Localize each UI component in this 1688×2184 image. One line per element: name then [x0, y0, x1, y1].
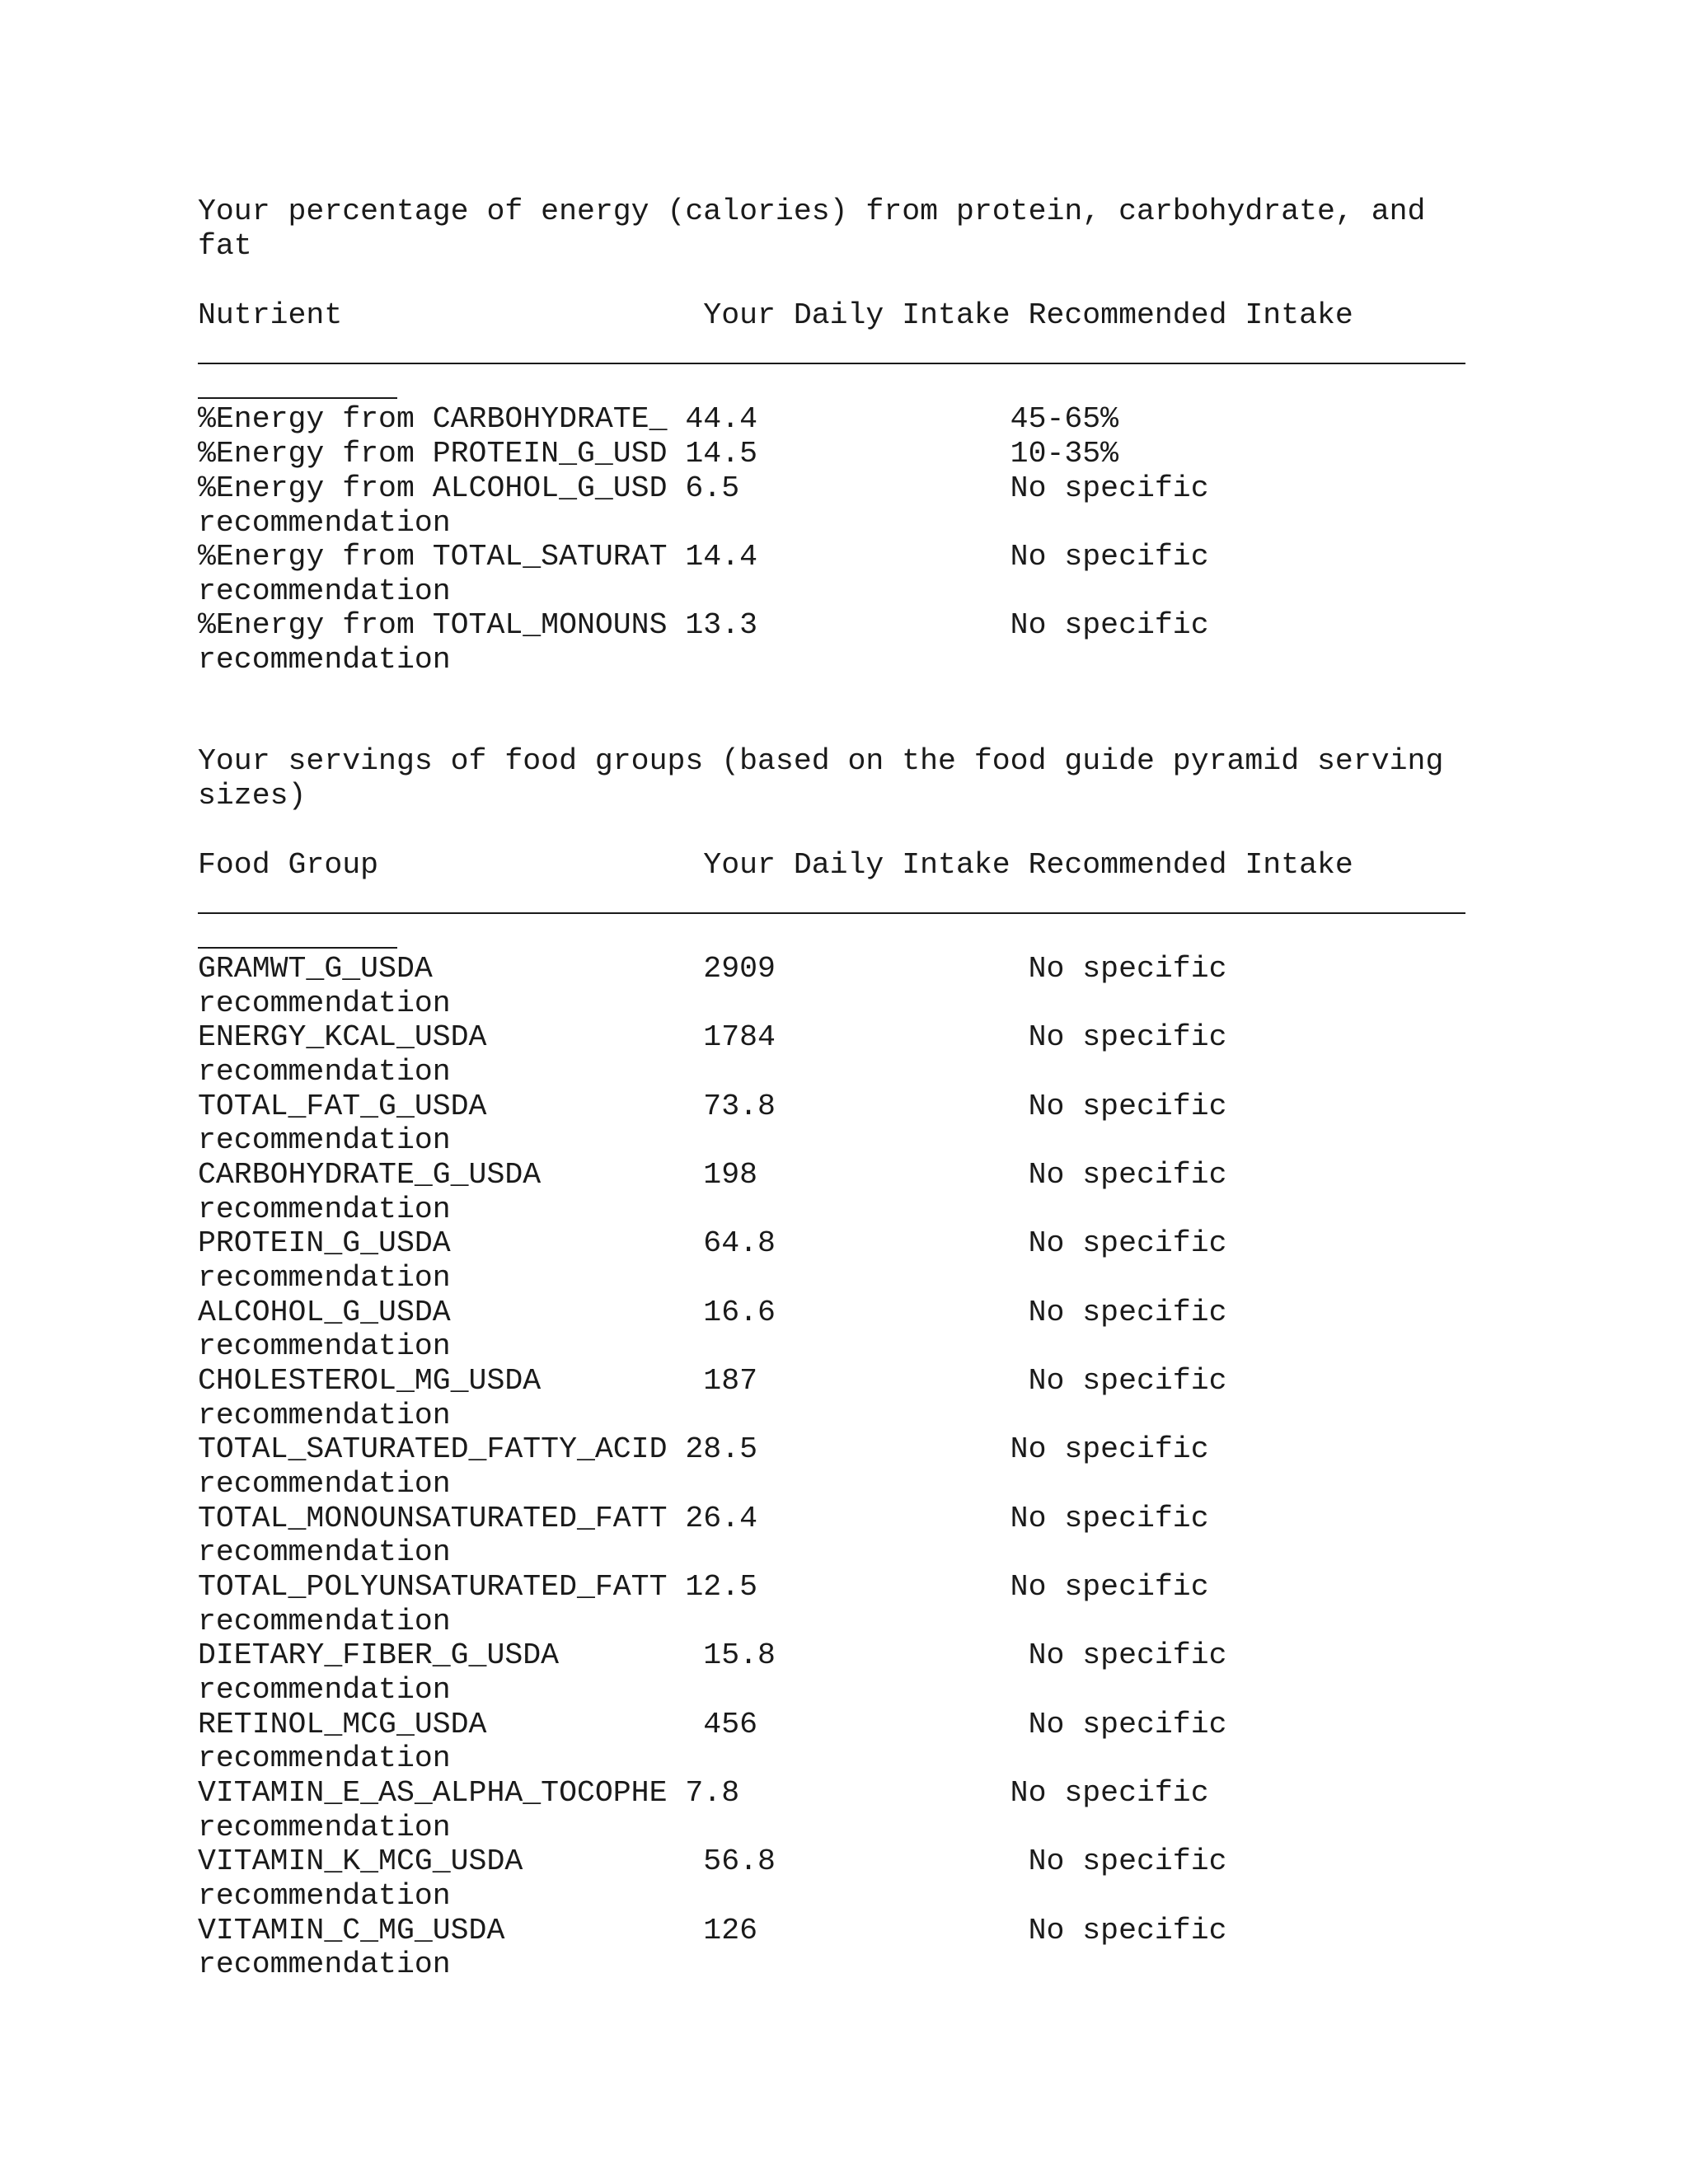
energy-row: %Energy from CARBOHYDRATE_ 44.4 45-65%: [198, 402, 1119, 436]
energy-row-continued: recommendation: [198, 643, 451, 677]
food-group-row: DIETARY_FIBER_G_USDA 15.8 No specific: [198, 1638, 1227, 1672]
food-group-row: VITAMIN_K_MCG_USDA 56.8 No specific: [198, 1844, 1227, 1878]
food-group-row-continued: recommendation: [198, 1811, 451, 1844]
food-group-row-continued: recommendation: [198, 1947, 451, 1981]
energy-row: %Energy from TOTAL_SATURAT 14.4 No specific: [198, 540, 1209, 574]
food-group-row-continued: recommendation: [198, 1329, 451, 1363]
food-group-row: VITAMIN_C_MG_USDA 126 No specific: [198, 1914, 1227, 1947]
food-group-row-continued: recommendation: [198, 1193, 451, 1226]
food-group-row-continued: recommendation: [198, 1055, 451, 1089]
food-group-row: PROTEIN_G_USDA 64.8 No specific: [198, 1226, 1227, 1260]
food-group-row: TOTAL_MONOUNSATURATED_FATT 26.4 No specific: [198, 1502, 1209, 1535]
food-group-table-header: Food Group Your Daily Intake Recommended Intake: [198, 848, 1353, 882]
energy-row: %Energy from TOTAL_MONOUNS 13.3 No specific: [198, 608, 1209, 642]
energy-row: %Energy from PROTEIN_G_USD 14.5 10-35%: [198, 437, 1119, 471]
food-group-row: TOTAL_SATURATED_FATTY_ACID 28.5 No specific: [198, 1432, 1209, 1466]
food-group-row: CARBOHYDRATE_G_USDA 198 No specific: [198, 1158, 1227, 1192]
food-group-row: GRAMWT_G_USDA 2909 No specific: [198, 952, 1227, 986]
food-group-row-continued: recommendation: [198, 1261, 451, 1295]
food-group-row: VITAMIN_E_AS_ALPHA_TOCOPHE 7.8 No specific: [198, 1776, 1209, 1810]
food-group-row-continued: recommendation: [198, 1123, 451, 1157]
food-group-row: ALCOHOL_G_USDA 16.6 No specific: [198, 1296, 1227, 1329]
energy-row-continued: recommendation: [198, 574, 451, 608]
food-group-row-continued: recommendation: [198, 1535, 451, 1569]
energy-row-continued: recommendation: [198, 506, 451, 540]
food-group-row-continued: recommendation: [198, 1467, 451, 1501]
food-group-row: CHOLESTEROL_MG_USDA 187 No specific: [198, 1364, 1227, 1398]
energy-row: %Energy from ALCOHOL_G_USD 6.5 No specific: [198, 471, 1209, 505]
food-group-row: RETINOL_MCG_USDA 456 No specific: [198, 1708, 1227, 1741]
food-group-row: ENERGY_KCAL_USDA 1784 No specific: [198, 1020, 1227, 1054]
energy-table-divider: [198, 363, 1465, 364]
energy-section-title: Your percentage of energy (calories) from protein, carbohydrate, and: [198, 194, 1426, 228]
food-group-section-title: Your servings of food groups (based on the food guide pyramid serving: [198, 744, 1444, 778]
food-group-row-continued: recommendation: [198, 1879, 451, 1913]
food-group-row: TOTAL_POLYUNSATURATED_FATT 12.5 No specific: [198, 1570, 1209, 1604]
food-group-row-continued: recommendation: [198, 1399, 451, 1432]
food-group-row-continued: recommendation: [198, 1741, 451, 1775]
food-group-table-divider-continued: [198, 947, 397, 949]
food-group-row: TOTAL_FAT_G_USDA 73.8 No specific: [198, 1090, 1227, 1123]
food-group-row-continued: recommendation: [198, 1605, 451, 1638]
food-group-row-continued: recommendation: [198, 1673, 451, 1707]
food-group-section-title-continued: sizes): [198, 779, 307, 813]
energy-table-header: Nutrient Your Daily Intake Recommended Intake: [198, 298, 1353, 332]
energy-table-divider-continued: [198, 397, 397, 399]
food-group-table-divider: [198, 912, 1465, 914]
energy-section-title-continued: fat: [198, 229, 252, 263]
food-group-row-continued: recommendation: [198, 987, 451, 1020]
